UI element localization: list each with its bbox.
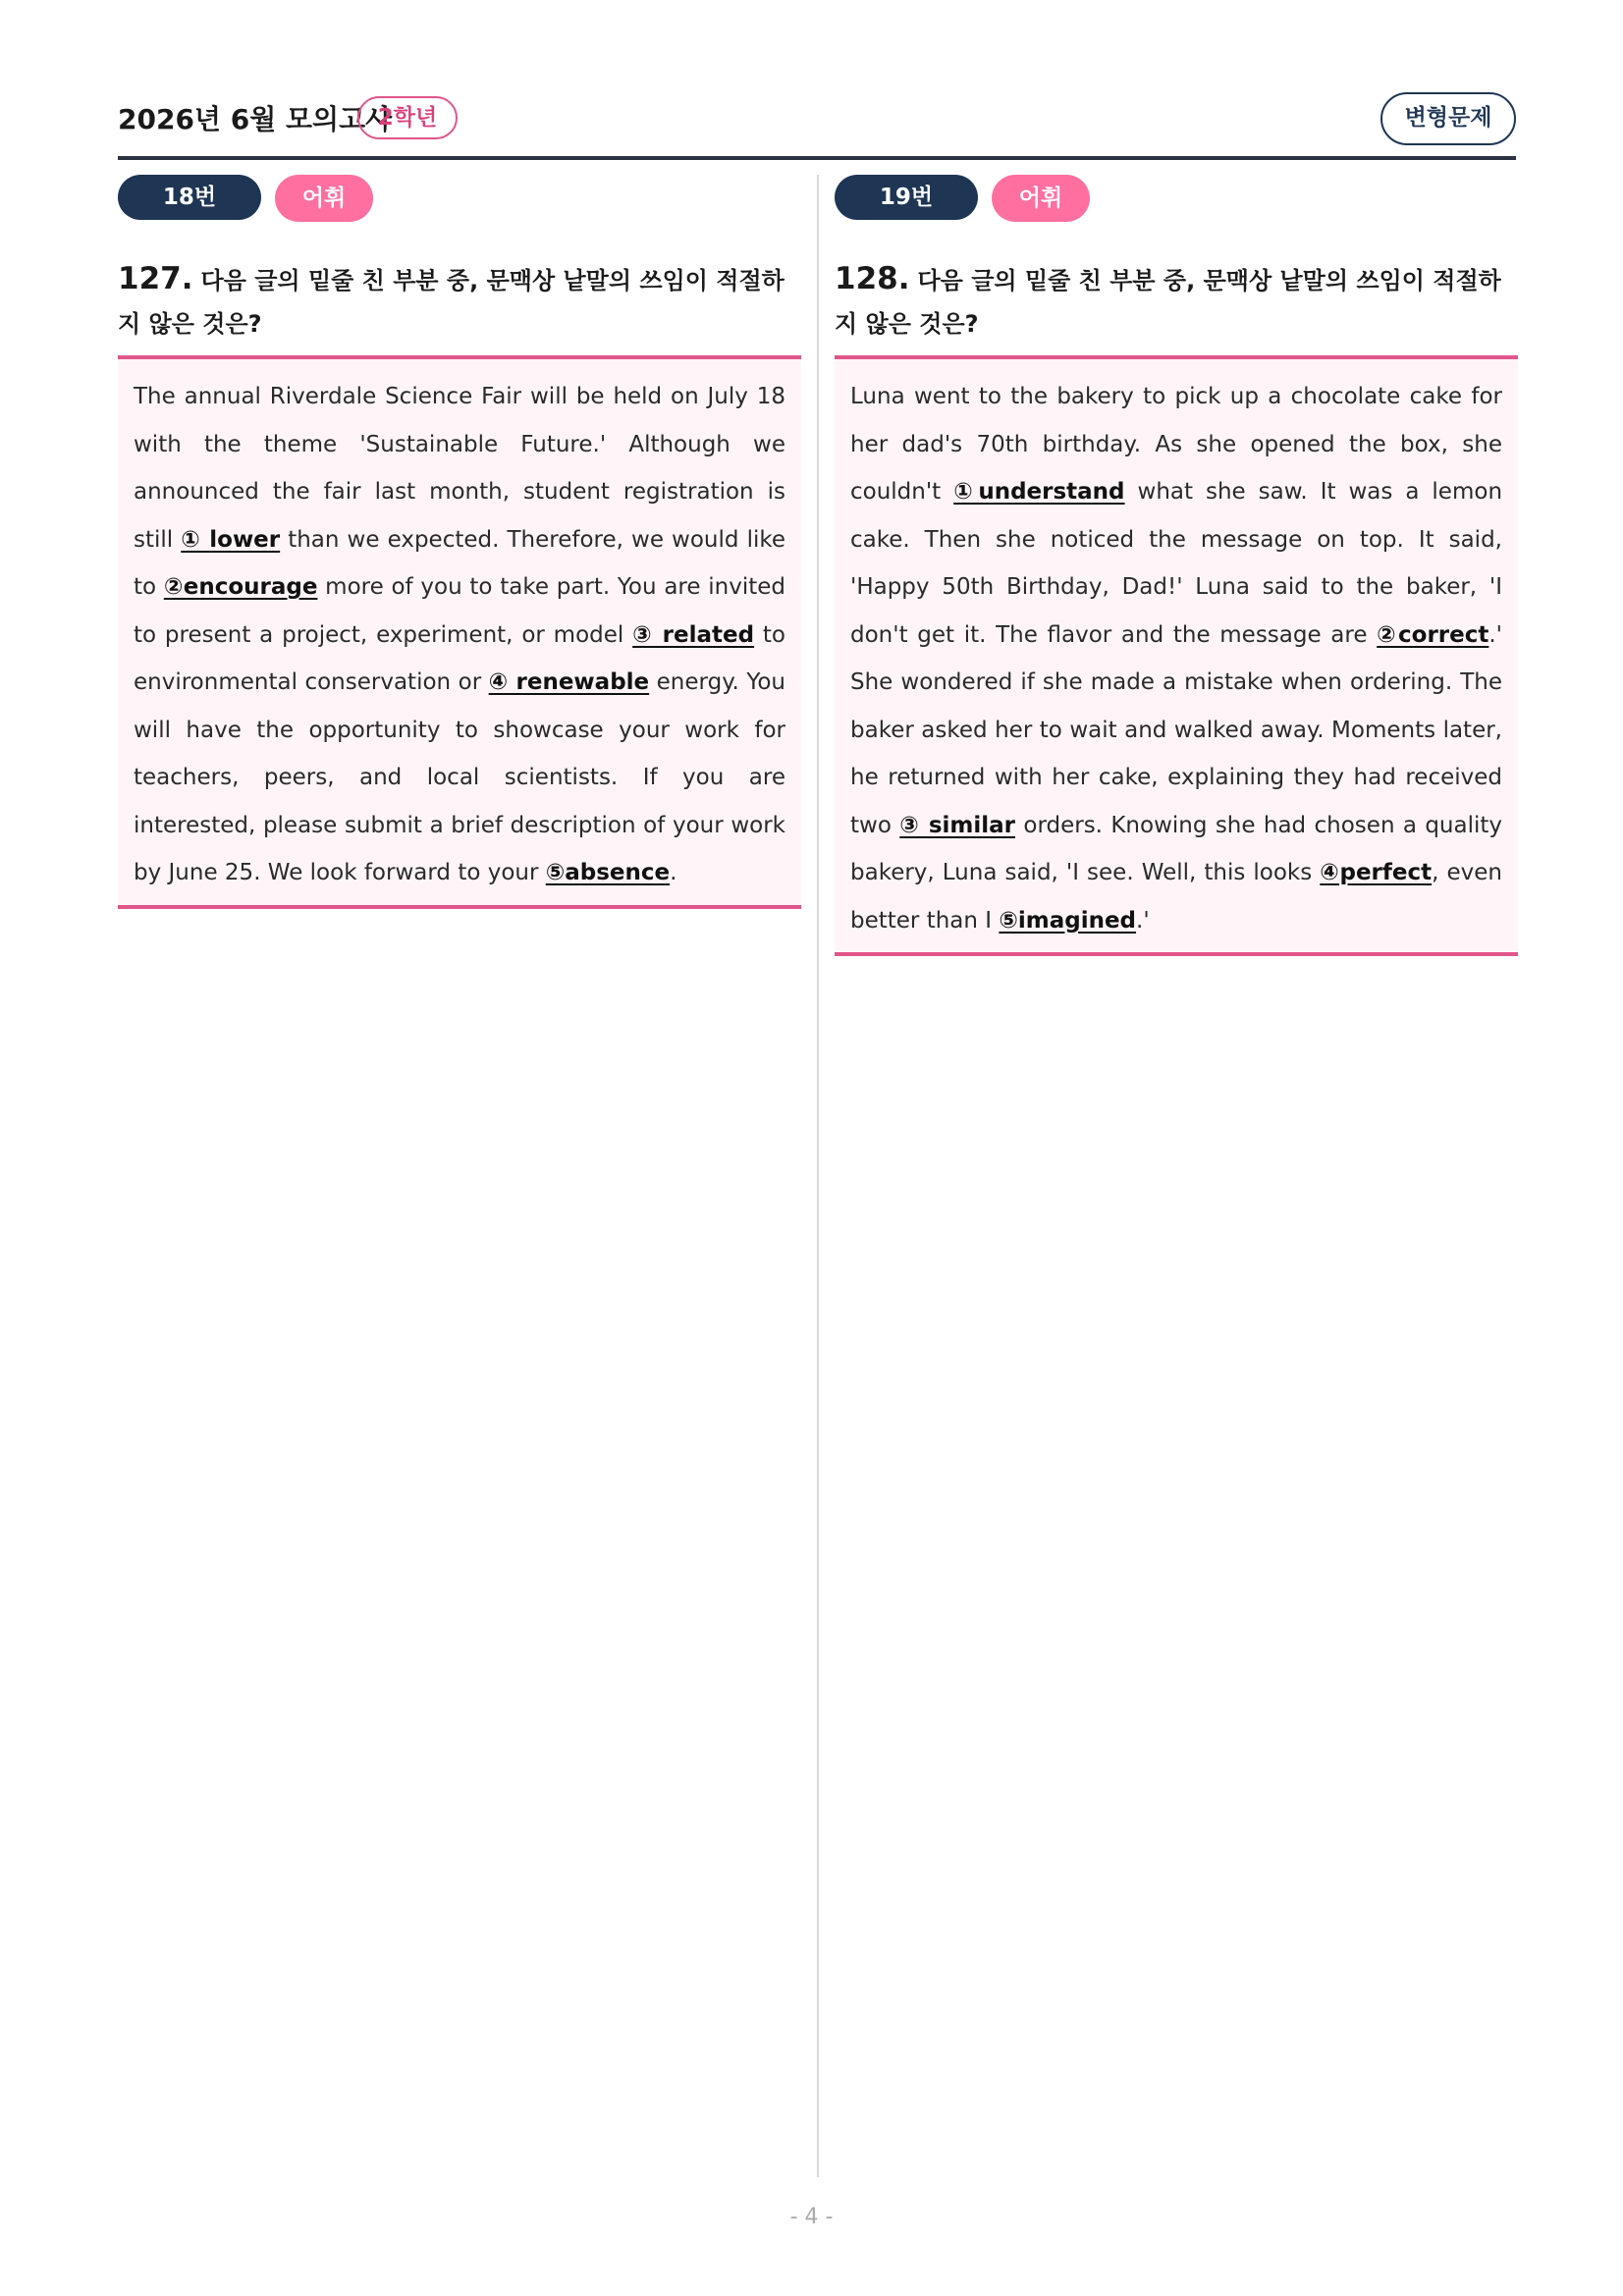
passage-segment: Luna went to the bakery to pick up a chocolate cake for her dad's 70th birthday. As she opened the box, she couldn't [850,384,1502,505]
category-tag: 어휘 [275,175,373,222]
underlined-choice: ③ related [632,621,755,648]
underlined-choice: ④ renewable [488,669,650,695]
question-text: 다음 글의 밑줄 친 부분 중, 문맥상 낱말의 쓰임이 적절하지 않은 것은? [118,267,784,338]
source-number-tag: 18번 [118,175,261,220]
passage-segment: than we expected. Therefore, we would like to [134,526,786,600]
underlined-choice: ⑤absence [545,860,671,885]
question-128 [835,175,1518,956]
passage-segment: orders. Knowing she had chosen a quality bakery, Luna said, 'I see. Well, this looks [850,812,1503,885]
passage-segment: . [670,860,677,885]
underlined-choice: ③ similar [899,812,1016,838]
question-number: 127. [118,261,193,296]
passage-box [835,355,1518,956]
passage-text [850,373,1502,944]
grade-badge: 2학년 [357,96,458,139]
page-number: - 4 - [789,2205,834,2229]
header-rule [118,156,1516,160]
passage-segment: to environmental conservation or [134,621,785,695]
passage-box [118,355,801,909]
question-prompt [118,257,801,346]
passage-segment: .' [1136,907,1150,934]
source-number-tag: 19번 [835,175,978,220]
passage-text [134,373,785,897]
underlined-choice: ① lower [181,526,281,553]
question-127 [118,175,801,909]
question-number: 128. [835,261,910,296]
passage-segment: more of you to take part. You are invited to present a project, experiment, or model [134,574,785,648]
underlined-choice: ②correct [1377,621,1489,648]
question-prompt [835,257,1518,346]
passage-segment: The annual Riverdale Science Fair will be held on July 18 with the theme 'Sustainable Future.' Although we announced the fair last month, student registration is still [134,384,785,553]
question-text: 다음 글의 밑줄 친 부분 중, 문맥상 낱말의 쓰임이 적절하지 않은 것은? [835,267,1501,338]
underlined-choice: ⑤imagined [999,907,1137,934]
category-tag: 어휘 [992,175,1090,222]
passage-segment: .' She wondered if she made a mistake when ordering. The baker asked her to wait and walked away. Moments later, he returned with her cake, explaining they had received two [850,621,1502,838]
column-divider [817,175,819,2177]
passage-segment: , even better than I [850,860,1502,934]
underlined-choice: ④perfect [1320,860,1433,885]
passage-segment: energy. You will have the opportunity to showcase your work for teachers, peers, and local scientists. If you are interested, please submit a brief description of your work by June 25. We look forward to your [134,669,785,885]
underlined-choice: ①understand [953,479,1125,505]
passage-segment: what she saw. It was a lemon cake. Then she noticed the message on top. It said, 'Happy 50th Birthday, Dad!' Luna said to the baker, 'I don't get it. The flavor and the message are [850,479,1503,648]
type-badge: 변형문제 [1380,92,1516,145]
question-tags [118,175,801,222]
exam-title: 2026년 6월 모의고사 [118,103,393,135]
page-header [118,96,1516,157]
question-tags [835,175,1518,222]
underlined-choice: ②encourage [163,574,318,600]
